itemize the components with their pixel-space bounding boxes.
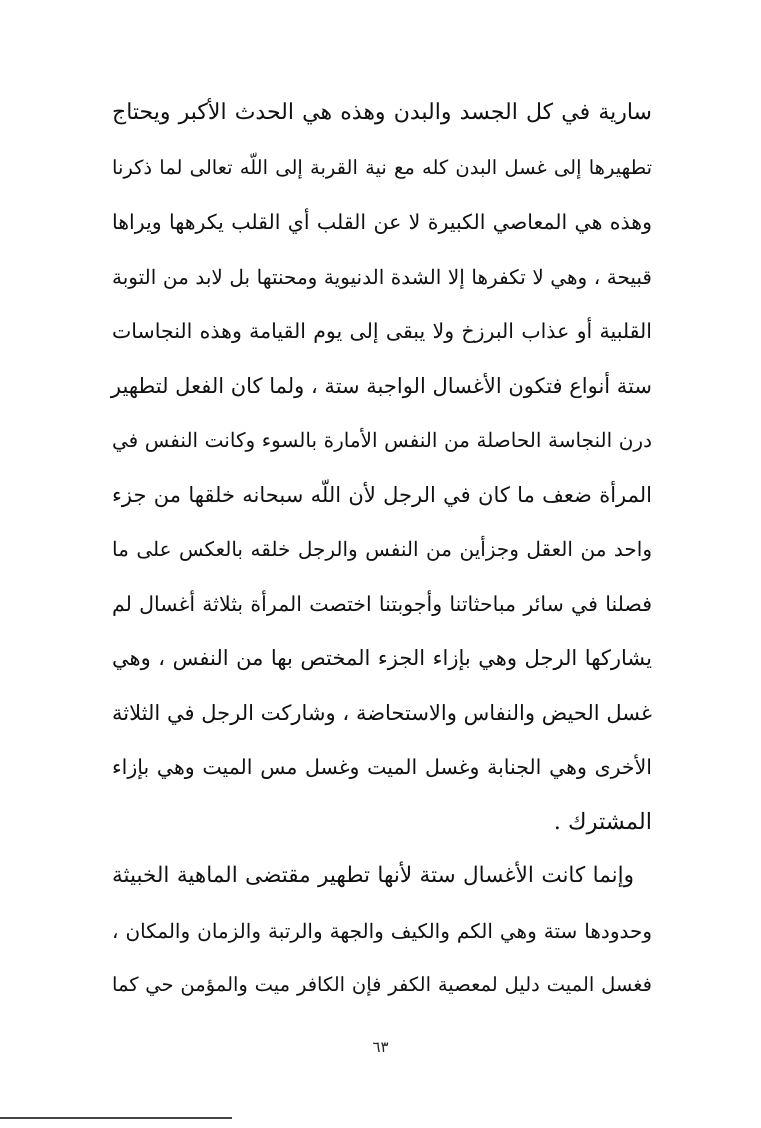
text-line-2: تطهيرها إلى غسل البدن كله مع نية القربة إلى اللّه تعالى لما ذكرنا (112, 155, 652, 179)
text-line-7: درن النجاسة الحاصلة من النفس الأمارة بالسوء وكانت النفس في (112, 428, 652, 452)
text-line-15: وإنما كانت الأغسال ستة لأنها تطهير مقتضى الماهية الخبيثة (112, 863, 634, 888)
text-line-11: يشاركها الرجل وهي بإزاء الجزء المختص بها من النفس ، وهي (112, 646, 652, 670)
bottom-rule-divider (0, 1117, 232, 1119)
text-line-12: غسل الحيض والنفاس والاستحاضة ، وشاركت الرجل في الثلاثة (112, 700, 652, 725)
text-line-1: سارية في كل الجسد والبدن وهذه هي الحدث الأكبر ويحتاج (112, 100, 652, 125)
text-line-14: المشترك . (553, 808, 652, 835)
text-line-10: فصلنا في سائر مباحثاتنا وأجوبتنا اختصت المرأة بثلاثة أغسال لم (112, 591, 652, 616)
text-line-13: الأخرى وهي الجنابة وغسل الميت وغسل مس الميت وهي بإزاء (112, 755, 652, 779)
text-line-17: فغسل الميت دليل لمعصية الكفر فإن الكافر ميت والمؤمن حي كما (112, 973, 652, 996)
text-line-9: واحد من العقل وجزأين من النفس والرجل خلقه بالعكس على ما (112, 537, 652, 561)
text-line-16: وحدودها ستة وهي الكم والكيف والجهة والرتبة والزمان والمكان ، (112, 918, 652, 943)
page-number: ٦٣ (372, 1038, 389, 1056)
text-line-8: المرأة ضعف ما كان في الرجل لأن اللّه سبحانه خلقها من جزء (112, 482, 652, 507)
text-line-5: القلبية أو عذاب البرزخ ولا يبقى إلى يوم القيامة وهذه النجاسات (112, 319, 652, 343)
text-line-6: ستة أنواع فتكون الأغسال الواجبة ستة ، ولما كان الفعل لتطهير (110, 373, 652, 398)
text-line-3: وهذه هي المعاصي الكبيرة لا عن القلب أي القلب يكرهها ويراها (112, 210, 652, 234)
body-text (112, 86, 652, 1013)
text-line-4: قبيحة ، وهي لا تكفرها إلا الشدة الدنيوية ومحنتها بل لابد من التوبة (112, 264, 652, 289)
